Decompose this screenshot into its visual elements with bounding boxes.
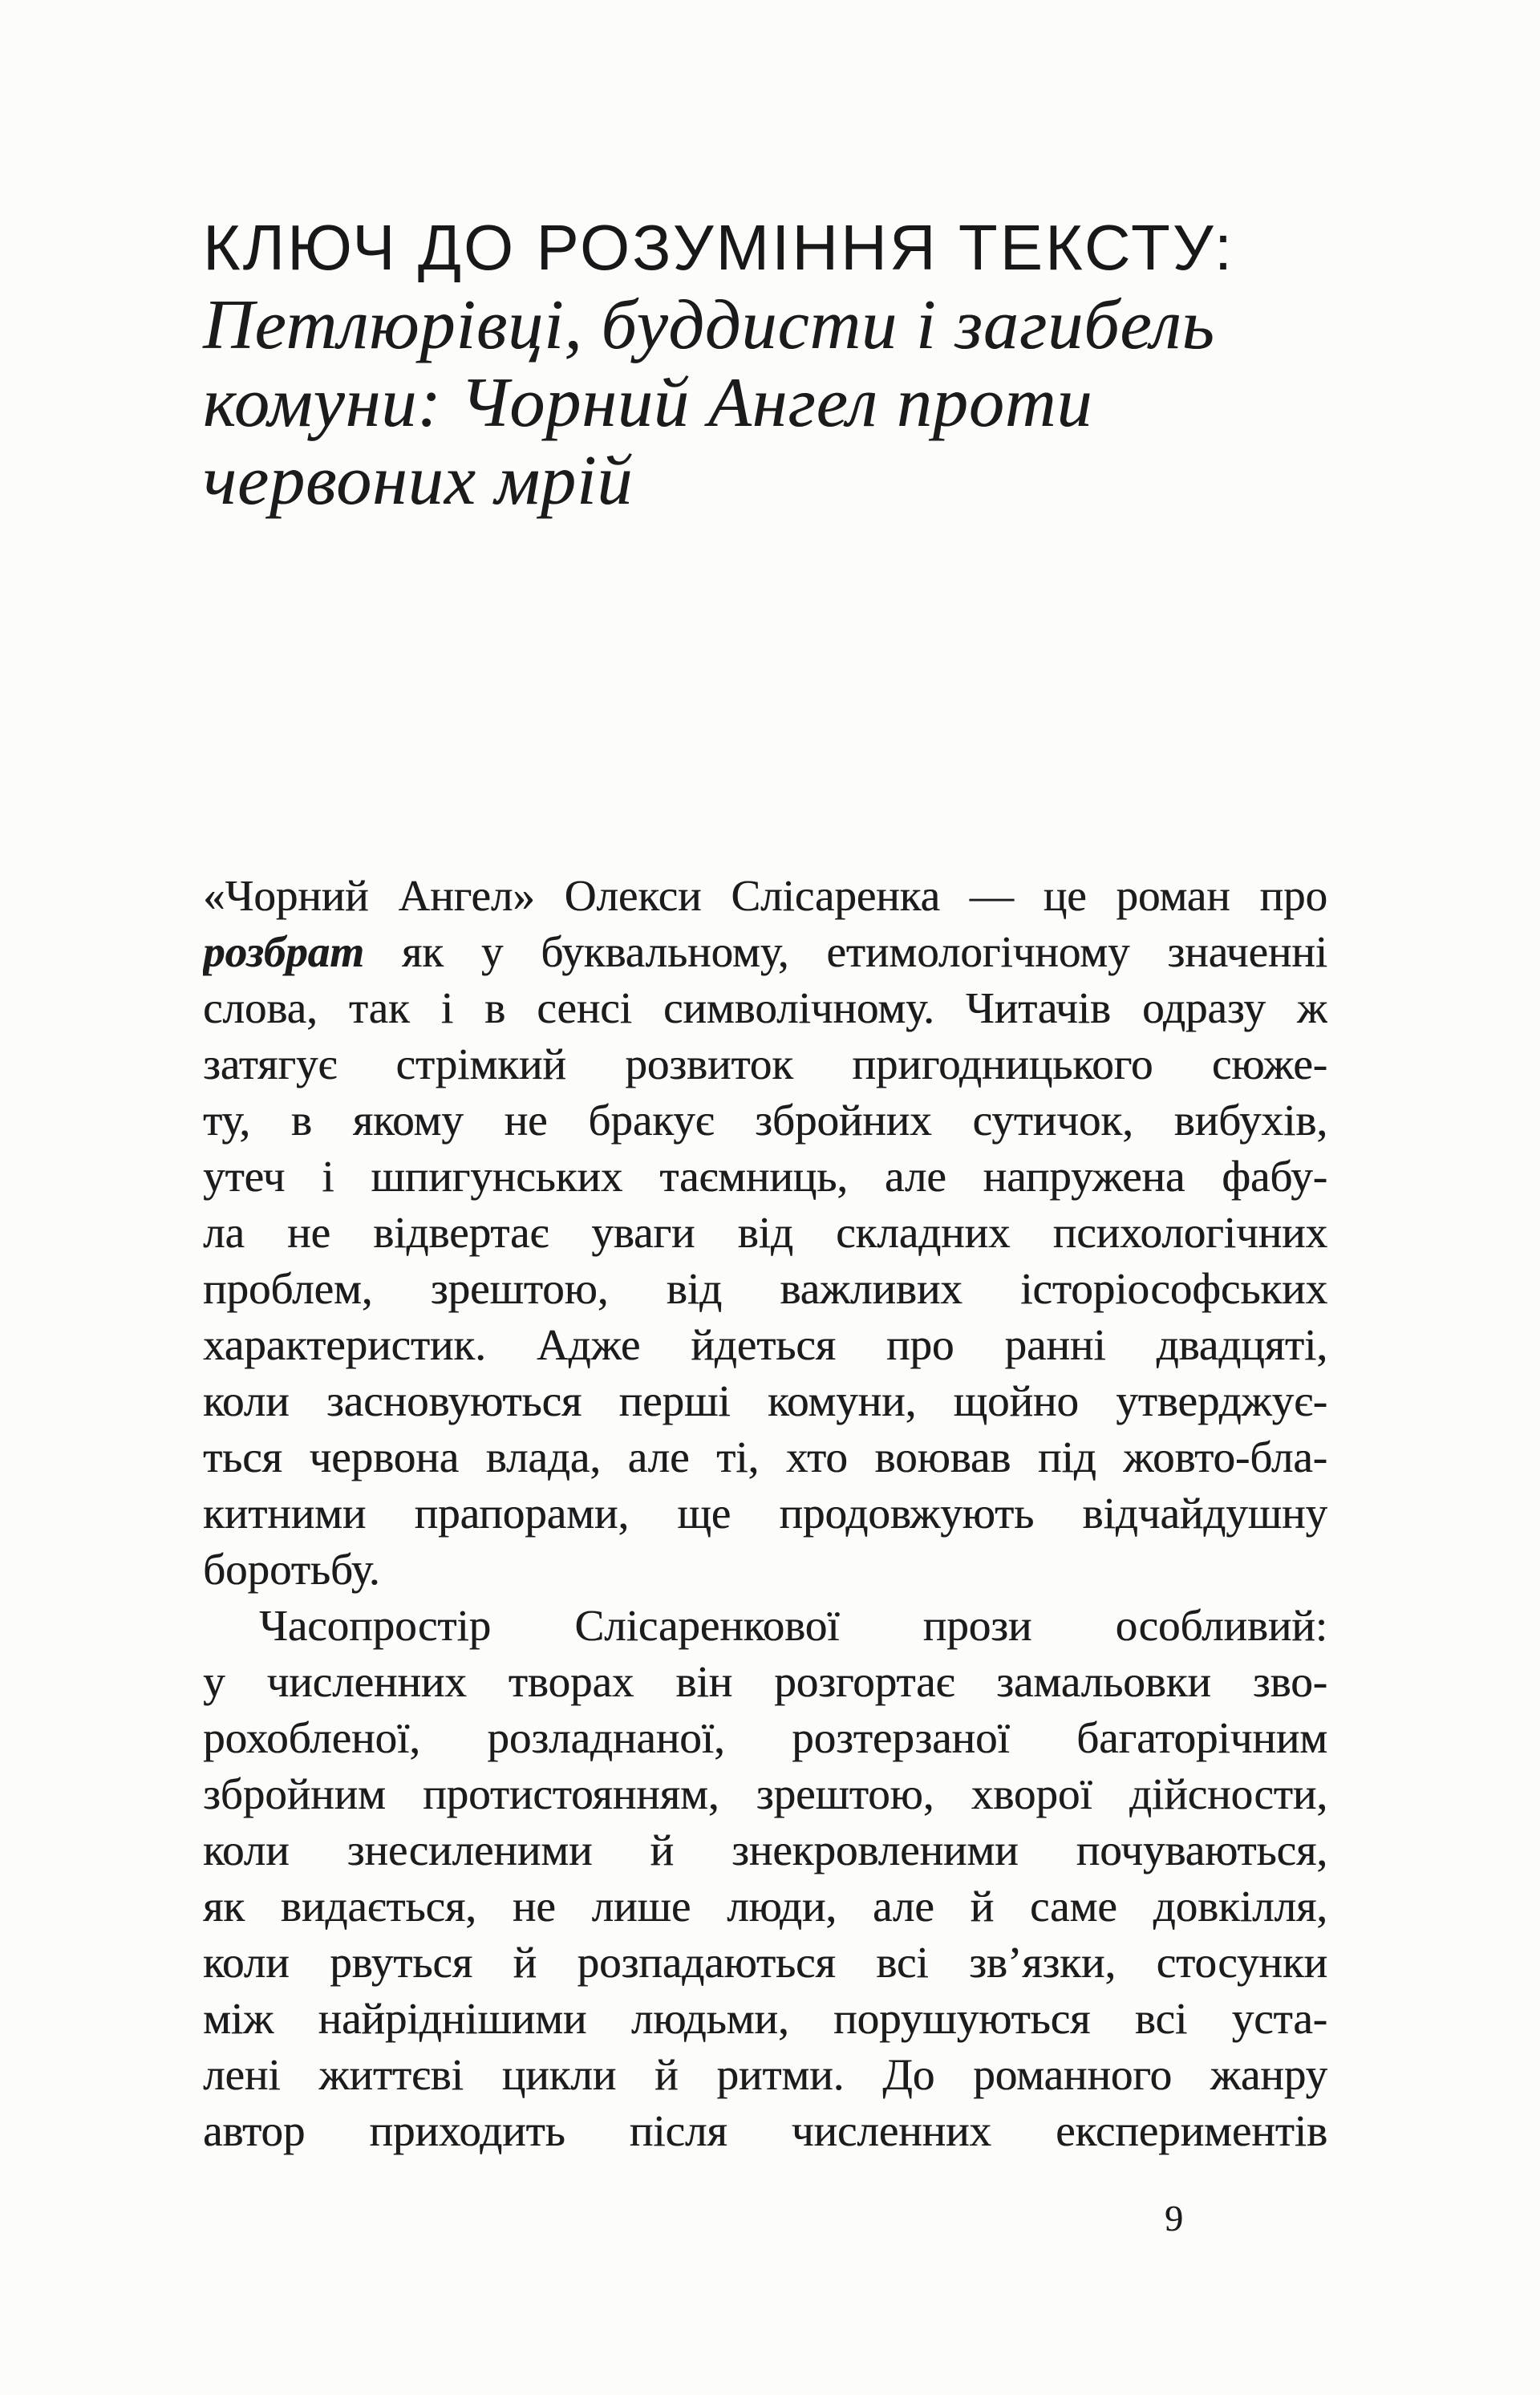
text-segment: ту, в якому не бракує збройних сутичок, вибухів, (203, 1096, 1327, 1145)
text-line (203, 1429, 1327, 1485)
text-segment: рохобленої, розладнаної, розтерзаної багаторічним (203, 1713, 1327, 1762)
text-line (203, 1991, 1327, 2047)
text-segment: затягує стрімкий розвиток пригодницького сюже- (203, 1039, 1327, 1088)
subtitle-line: червоних мрій (203, 442, 634, 520)
text-segment: коли знесиленими й знекровленими почуваються, (203, 1826, 1327, 1874)
text-segment: ла не відвертає уваги від складних психологічних (203, 1208, 1327, 1257)
text-segment: утеч і шпигунських таємниць, але напружена фабу- (203, 1152, 1327, 1201)
text-line (203, 924, 1327, 980)
emphasis-text: розбрат (203, 927, 364, 976)
text-line (203, 1092, 1327, 1149)
text-segment: як видається, не лише люди, але й саме довкілля, (203, 1882, 1327, 1931)
text-line (203, 1654, 1327, 1710)
text-line (203, 1317, 1327, 1373)
text-line (203, 1261, 1327, 1317)
text-segment: між найріднішими людьми, порушуються всі уста- (203, 1994, 1327, 2043)
text-segment: Часопростір Слісаренкової прози особливий: (259, 1601, 1327, 1650)
text-line (203, 1766, 1327, 1822)
text-line (203, 1485, 1327, 1542)
text-segment: збройним протистоянням, зрештою, хворої дійсности, (203, 1769, 1327, 1818)
text-segment: лені життєві цикли й ритми. До романного жанру (203, 2050, 1327, 2099)
text-line (203, 1598, 1327, 1654)
text-segment: як у буквальному, етимологічному значенні (363, 927, 1327, 976)
text-line (203, 2047, 1327, 2103)
text-segment: боротьбу. (203, 1545, 380, 1594)
text-segment: характеристик. Адже йдеться про ранні двадцяті, (203, 1320, 1327, 1369)
body-text (203, 868, 1327, 2159)
text-line (203, 1373, 1327, 1429)
text-segment: ться червона влада, але ті, хто воював під жовто-бла- (203, 1433, 1327, 1481)
paragraph (203, 1598, 1327, 2159)
text-line (203, 1878, 1327, 1935)
text-line (203, 1542, 1327, 1598)
text-segment: у численних творах він розгортає замальовки зво- (203, 1657, 1327, 1706)
text-segment: китними прапорами, ще продовжують відчайдушну (203, 1489, 1327, 1538)
text-segment: «Чорний Ангел» Олекси Слісаренка — це роман про (203, 871, 1327, 920)
paragraph (203, 868, 1327, 1598)
chapter-heading: КЛЮЧ ДО РОЗУМІННЯ ТЕКСТУ: (203, 212, 1235, 283)
text-line (203, 1935, 1327, 1991)
chapter-subtitle (203, 286, 1327, 520)
text-line (203, 2103, 1327, 2159)
text-segment: проблем, зрештою, від важливих історіософських (203, 1264, 1327, 1313)
text-line (203, 1822, 1327, 1878)
text-segment: слова, так і в сенсі символічному. Читачів одразу ж (203, 983, 1327, 1032)
text-segment: коли засновуються перші комуни, щойно утверджує- (203, 1376, 1327, 1425)
page-number: 9 (1165, 2198, 1183, 2239)
text-line (203, 1036, 1327, 1092)
text-line (203, 980, 1327, 1036)
text-line (203, 1205, 1327, 1261)
text-line (203, 1149, 1327, 1205)
subtitle-line: комуни: Чорний Ангел проти (203, 364, 1093, 442)
text-line (203, 868, 1327, 924)
text-line (203, 1710, 1327, 1766)
text-segment: коли рвуться й розпадаються всі зв’язки, стосунки (203, 1938, 1327, 1987)
chapter-title-block (203, 209, 1327, 520)
subtitle-line: Петлюрівці, буддисти і загибель (203, 286, 1215, 364)
text-segment: автор приходить після численних експериментів (203, 2106, 1327, 2155)
